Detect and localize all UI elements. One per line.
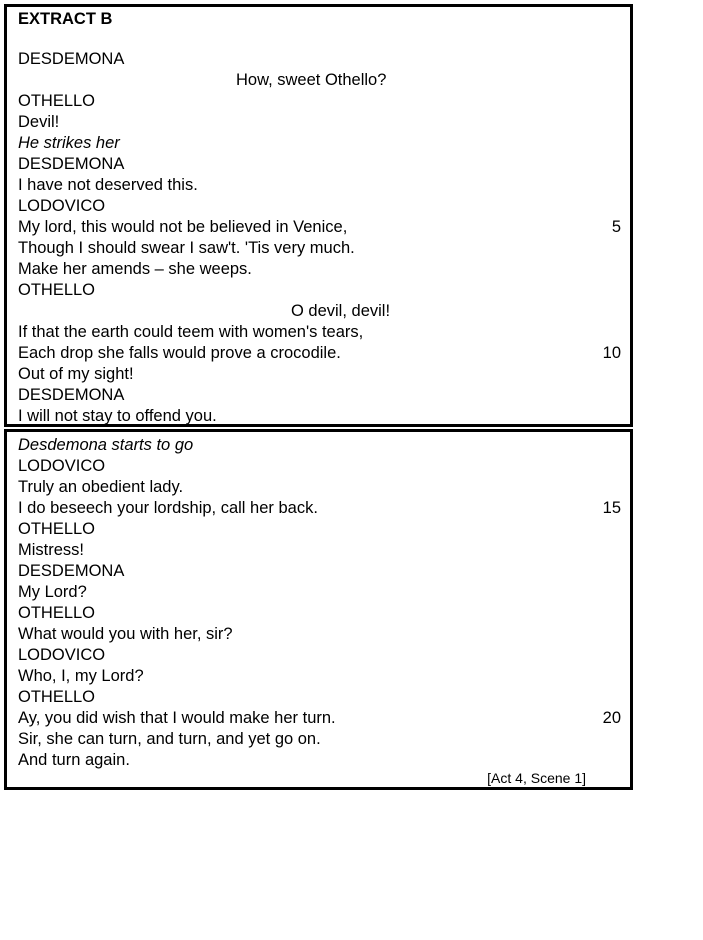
line-number: 5	[611, 218, 621, 236]
speaker-name: OTHELLO	[18, 688, 96, 706]
speaker-name: DESDEMONA	[18, 155, 125, 173]
dialogue-line: I have not deserved this.	[18, 176, 198, 194]
dialogue-line: Truly an obedient lady.	[18, 478, 184, 496]
speaker-name: OTHELLO	[18, 604, 96, 622]
dialogue-line: Each drop she falls would prove a crocodile.	[18, 344, 341, 362]
dialogue-line: Make her amends – she weeps.	[18, 260, 252, 278]
dialogue-line: Devil!	[18, 113, 60, 131]
stage-direction: Desdemona starts to go	[18, 436, 194, 454]
dialogue-line: Who, I, my Lord?	[18, 667, 144, 685]
dialogue-line: I do beseech your lordship, call her back.	[18, 499, 318, 517]
dialogue-line: Out of my sight!	[18, 365, 134, 383]
dialogue-line: I will not stay to offend you.	[18, 407, 217, 425]
dialogue-line: And turn again.	[18, 751, 130, 769]
stage-direction: He strikes her	[18, 134, 120, 152]
speaker-name: LODOVICO	[18, 197, 106, 215]
extract-box-upper	[4, 4, 633, 427]
extract-box-lower	[4, 429, 633, 790]
line-number: 20	[602, 709, 621, 727]
dialogue-line: Ay, you did wish that I would make her turn.	[18, 709, 336, 727]
speaker-name: OTHELLO	[18, 520, 96, 538]
speaker-name: OTHELLO	[18, 281, 96, 299]
dialogue-line-indented: O devil, devil!	[291, 302, 391, 320]
dialogue-line: What would you with her, sir?	[18, 625, 233, 643]
speaker-name: DESDEMONA	[18, 562, 125, 580]
dialogue-line: Mistress!	[18, 541, 84, 559]
dialogue-line-indented: How, sweet Othello?	[236, 71, 387, 89]
speaker-name: DESDEMONA	[18, 50, 125, 68]
speaker-name: LODOVICO	[18, 457, 106, 475]
line-number: 10	[602, 344, 621, 362]
extract-heading: EXTRACT B	[18, 10, 113, 28]
speaker-name: LODOVICO	[18, 646, 106, 664]
speaker-name: DESDEMONA	[18, 386, 125, 404]
speaker-name: OTHELLO	[18, 92, 96, 110]
dialogue-line: My lord, this would not be believed in Venice,	[18, 218, 348, 236]
dialogue-line: My Lord?	[18, 583, 87, 601]
dialogue-line: If that the earth could teem with women's tears,	[18, 323, 364, 341]
dialogue-line: Sir, she can turn, and turn, and yet go on.	[18, 730, 321, 748]
dialogue-line: Though I should swear I saw't. 'Tis very much.	[18, 239, 355, 257]
line-number: 15	[602, 499, 621, 517]
scene-reference: [Act 4, Scene 1]	[487, 770, 586, 786]
